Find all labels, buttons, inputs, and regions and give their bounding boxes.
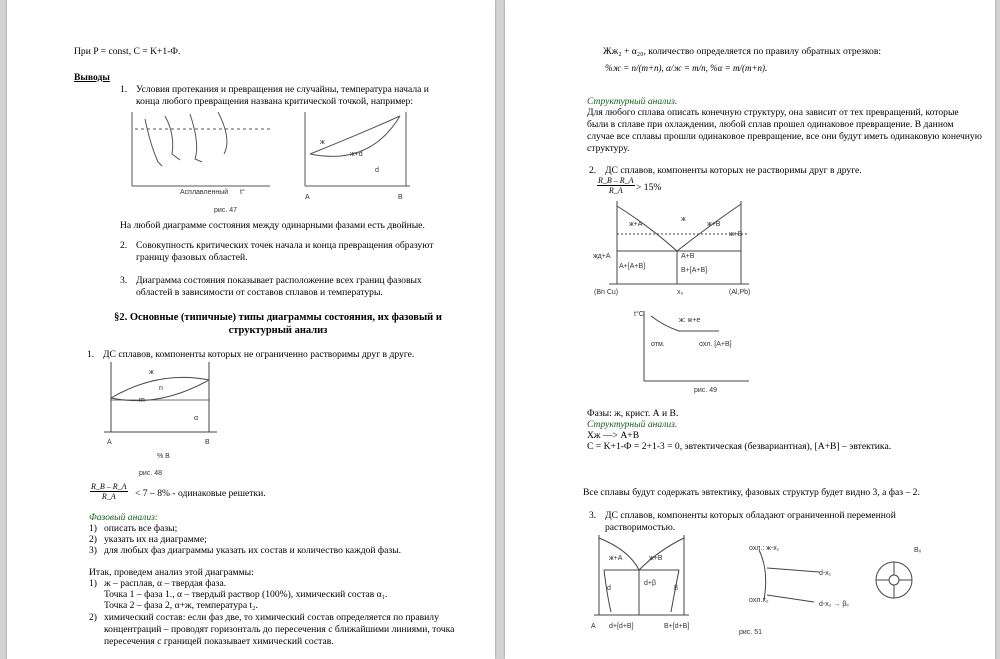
figure-47 [120, 104, 410, 216]
analysis-1c: Точка 2 – фаза 2, α+ж, температура t₂. [104, 600, 258, 611]
svg-text:x₀: x₀ [677, 289, 684, 296]
structural-analysis-1: Структурный анализ. [587, 96, 678, 107]
svg-text:A: A [305, 194, 310, 201]
svg-text:ж+d: ж+d [350, 151, 363, 158]
svg-text:% B: % B [157, 453, 170, 460]
svg-text:B+[d+B]: B+[d+B] [664, 623, 690, 630]
svg-text:A+[A+B]: A+[A+B] [619, 263, 646, 270]
size-ratio-48-text: < 7 – 8% - одинаковые решетки. [135, 488, 266, 499]
svg-text:A+B: A+B [681, 253, 695, 260]
list-number: 1. [87, 349, 95, 360]
eutectic-reaction: Хж —> А+В [587, 430, 640, 441]
figure-49 [589, 196, 789, 400]
svg-text:(Bn Cu): (Bn Cu) [594, 289, 619, 296]
analysis-2: химический состав: если фаз две, то химический состав определяется по правилу концентраций – проводят горизонталь до пересечения с ближайшими линиями, точка пересечения с границей показывает химический состав. [104, 612, 455, 647]
list-number: 3. [120, 275, 128, 286]
figure-48 [99, 360, 229, 480]
svg-text:ж: ж [681, 216, 686, 223]
fig48-caption: рис. 48 [139, 470, 162, 477]
svg-text:B+[A+B]: B+[A+B] [681, 267, 708, 274]
list-number: 3. [589, 510, 597, 521]
fig49-caption: рис. 49 [694, 387, 717, 394]
svg-text:ж: ж [320, 139, 325, 146]
lever-formula: %ж = n/(m+n), α/ж = m/n, %α = m/(m+n). [605, 63, 768, 73]
phase-rule-line: При P = const, C = K+1-Ф. [74, 46, 181, 57]
svg-text:ж: ж+e: ж: ж+e [679, 317, 701, 324]
structural-analysis-2: Структурный анализ. [587, 419, 678, 430]
fig47-caption: рис. 47 [214, 207, 237, 214]
svg-text:Bᵢᵢ: Bᵢᵢ [914, 547, 921, 554]
svg-text:охл.: ж-x₁: охл.: ж-x₁ [749, 545, 780, 552]
svg-text:n: n [159, 385, 163, 392]
right-page [505, 0, 995, 659]
analysis-intro: Итак, проведем анализ этой диаграммы: [89, 567, 254, 578]
all-alloys-line: Все сплавы будут содержать эвтектику, фазовых структур будет видно 3, а фаз – 2. [583, 487, 920, 498]
conclusion-1: Условия протекания и превращения не случайны, температура начала и конца любого превращения названа критической точкой, например: [136, 84, 429, 107]
conclusion-2: Совокупность критических точек начала и конца превращения образуют границу фазовых областей. [136, 240, 434, 263]
phases-line: Фазы: ж, крист. А и В. [587, 408, 679, 419]
svg-text:охл. [A+B]: охл. [A+B] [699, 341, 732, 348]
svg-text:жд+A: жд+A [593, 253, 611, 260]
svg-text:A: A [107, 439, 112, 446]
phase-analysis-3: для любых фаз диаграммы указать их состав и количество каждой фазы. [104, 545, 402, 556]
phase-analysis-heading: Фазовый анализ: [89, 512, 159, 523]
svg-text:отм.: отм. [651, 341, 665, 348]
svg-text:A: A [591, 623, 596, 630]
svg-text:ж+A: ж+A [629, 221, 643, 228]
section-title: §2. Основные (типичные) типы диаграммы состояния, их фазовый и структурный анализ [114, 312, 442, 336]
conclusion-3: Диаграмма состояния показывает расположение всех границ фазовых областей в зависимости от составов сплавов и температуры. [136, 275, 422, 298]
phase-analysis-2: указать их на диаграмме; [104, 534, 207, 545]
svg-text:β: β [674, 585, 679, 592]
size-ratio-49-text: > 15% [636, 182, 662, 193]
eutectic-line: C = K+1-Ф = 2+1-3 = 0, эвтектическая (безвариантная), [А+В] – эвтектика. [587, 441, 892, 452]
lever-rule-line: Жж₂ + α₂₀, количество определяется по правилу обратных отрезков: [603, 46, 882, 57]
svg-text:d+[d+B]: d+[d+B] [609, 623, 634, 630]
list-number: 2. [589, 165, 597, 176]
item-3: ДС сплавов, компоненты которых обладают ограниченной переменной растворимостью. [605, 510, 896, 533]
svg-text:ж+B: ж+B [729, 231, 743, 238]
svg-text:Асплавленный: Асплавленный [180, 189, 229, 196]
svg-text:охл.x₂: охл.x₂ [749, 597, 769, 604]
structural-analysis-1-text: Для любого сплава описать конечную структуру, она зависит от тех превращений, которые были в сплаве при охлаждении, любой сплав прошел одинаковое превращение. В данном случае все сплавы прошли одинаковое превращение, все они будут иметь одинаковую конечную структуру. [587, 107, 982, 154]
list-number: 2. [120, 240, 128, 251]
list-number: 1. [120, 84, 128, 95]
svg-text:B: B [398, 194, 403, 201]
svg-text:t°: t° [240, 189, 245, 196]
svg-text:(Al,Pb): (Al,Pb) [729, 289, 751, 296]
svg-text:d-x₂ → βᵢᵢ: d-x₂ → βᵢᵢ [819, 601, 849, 608]
analysis-1a: ж – расплав, α – твердая фаза. [104, 578, 227, 589]
figure-51 [589, 530, 929, 650]
svg-text:d+β: d+β [644, 580, 657, 587]
any-diagram-line: На любой диаграмме состояния между одинарными фазами есть двойные. [120, 220, 425, 231]
fig51-caption: рис. 51 [739, 629, 762, 636]
svg-text:ж: ж [149, 369, 154, 376]
size-ratio-49: $\frac{R\_B - R\_A}{R\_A}$ [598, 176, 634, 195]
svg-text:m: m [139, 397, 145, 404]
svg-text:d: d [607, 585, 611, 592]
conclusions-heading: Выводы [74, 72, 110, 83]
phase-analysis-1: описать все фазы; [104, 523, 178, 534]
item-1: ДС сплавов, компоненты которых не ограниченно растворимы друг в друге. [103, 349, 415, 360]
item-2: ДС сплавов, компоненты которых не растворимы друг в друге. [605, 165, 862, 176]
size-ratio-48: $\frac{R\_B - R\_A}{R\_A}$ [91, 482, 127, 501]
svg-text:α: α [194, 415, 199, 422]
svg-text:t°C: t°C [634, 311, 644, 318]
svg-text:B: B [205, 439, 210, 446]
svg-text:ж+A: ж+A [609, 555, 623, 562]
svg-text:d-x₁: d-x₁ [819, 570, 832, 577]
analysis-1b: Точка 1 – фаза 1., α – твердый раствор (100%), химический состав α₁. [104, 589, 388, 600]
svg-text:ж+B: ж+B [649, 555, 663, 562]
svg-text:d: d [375, 167, 379, 174]
left-page: При P = const, C = K+1-Ф. Выводы 1. Условия протекания и превращения не случайны, температура начала и конца любого превращения названа критической точкой, например: Асплавленный t° ж ж+d d A B рис. 47 На любой диаграмме состояния между одинарными фазами есть двойные. 2. Совокупность критических точек начала и конца превращения образуют границу фазовых областей. 3. Диаграмма состояния показывает расположение всех границ фазовых областей в зависимости от составов сплавов и температуры. §2. Основные (типичные) типы диаграммы состояния, их фазовый и структурный анализ 1. ДС сплавов, компоненты которых не ограниченно растворимы друг в друге. ж n m α A B % B рис. 48 $\frac{R\_B - R\_A}{R\_A}$ < 7 – 8% - одинаковые решетки. Фазовый анализ: 1) описать все фазы; 2) указать их на диаграмме; 3) для любых фаз диаграммы указать их состав и количество каждой фазы. Итак, проведем анализ этой диаграммы: 1) ж – расплав, α – твердая фаза. Точка 1 – фаза 1., α – твердый раствор (100%), химический состав α₁. Точка 2 – фаза 2, α+ж, температура t₂. 2) химический состав: если фаз две, то химический состав определяется по правилу концентраций – проводят горизонталь до пересечения с ближайшими линиями, точка пересечения с границей показывает химический состав. [7, 0, 495, 659]
svg-text:ж+B: ж+B [707, 221, 721, 228]
